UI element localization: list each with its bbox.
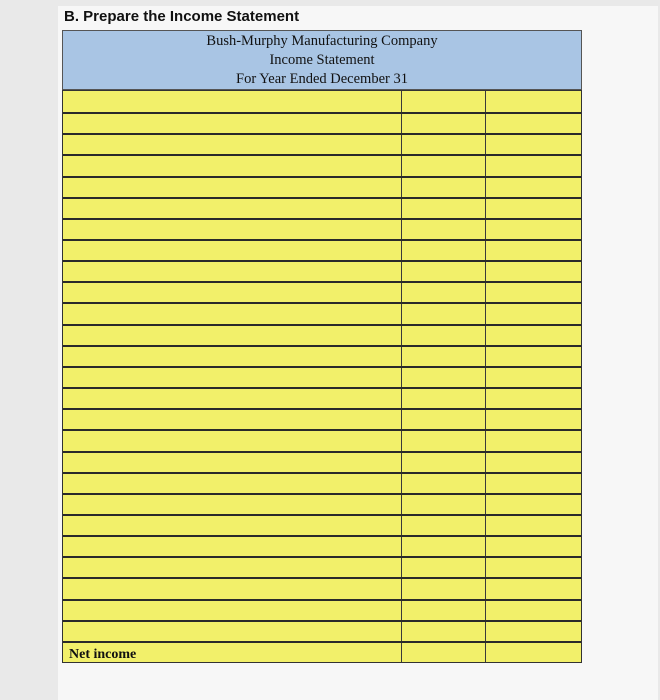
table-row <box>63 387 581 408</box>
section-title: B. Prepare the Income Statement <box>64 8 300 25</box>
amount-cell[interactable] <box>401 622 485 641</box>
income-statement-grid <box>62 90 582 663</box>
amount-cell[interactable] <box>401 579 485 598</box>
description-cell[interactable] <box>63 368 401 387</box>
amount-cell[interactable] <box>401 178 485 197</box>
total-cell[interactable] <box>485 241 581 260</box>
amount-cell[interactable] <box>401 156 485 175</box>
company-name: Bush-Murphy Manufacturing Company <box>206 33 438 49</box>
total-cell[interactable] <box>485 389 581 408</box>
total-cell[interactable] <box>485 558 581 577</box>
total-cell[interactable] <box>485 643 581 662</box>
description-cell[interactable] <box>63 453 401 472</box>
total-cell[interactable] <box>485 495 581 514</box>
total-cell[interactable] <box>485 91 581 112</box>
amount-cell[interactable] <box>401 643 485 662</box>
description-cell[interactable] <box>63 326 401 345</box>
amount-cell[interactable] <box>401 516 485 535</box>
table-row <box>63 556 581 577</box>
description-cell[interactable] <box>63 283 401 302</box>
table-row <box>63 366 581 387</box>
amount-cell[interactable] <box>401 135 485 154</box>
description-cell[interactable] <box>63 199 401 218</box>
description-cell[interactable] <box>63 516 401 535</box>
table-row <box>63 620 581 641</box>
total-cell[interactable] <box>485 326 581 345</box>
amount-cell[interactable] <box>401 220 485 239</box>
total-cell[interactable] <box>485 410 581 429</box>
amount-cell[interactable] <box>401 453 485 472</box>
amount-cell[interactable] <box>401 199 485 218</box>
total-cell[interactable] <box>485 622 581 641</box>
amount-cell[interactable] <box>401 537 485 556</box>
description-cell[interactable] <box>63 495 401 514</box>
description-cell[interactable] <box>63 622 401 641</box>
table-row <box>63 408 581 429</box>
description-cell[interactable] <box>63 135 401 154</box>
description-cell[interactable] <box>63 579 401 598</box>
amount-cell[interactable] <box>401 389 485 408</box>
description-cell[interactable] <box>63 558 401 577</box>
total-cell[interactable] <box>485 431 581 450</box>
net-income-label: Net income <box>69 646 137 662</box>
total-cell[interactable] <box>485 516 581 535</box>
description-cell[interactable] <box>63 114 401 133</box>
total-cell[interactable] <box>485 474 581 493</box>
table-row <box>63 176 581 197</box>
description-cell[interactable] <box>63 643 401 662</box>
total-cell[interactable] <box>485 156 581 175</box>
table-row <box>63 281 581 302</box>
total-cell[interactable] <box>485 283 581 302</box>
total-cell[interactable] <box>485 178 581 197</box>
description-cell[interactable] <box>63 262 401 281</box>
amount-cell[interactable] <box>401 368 485 387</box>
description-cell[interactable] <box>63 241 401 260</box>
amount-cell[interactable] <box>401 495 485 514</box>
description-cell[interactable] <box>63 178 401 197</box>
amount-cell[interactable] <box>401 347 485 366</box>
amount-cell[interactable] <box>401 601 485 620</box>
table-row <box>63 260 581 281</box>
amount-cell[interactable] <box>401 431 485 450</box>
table-row <box>63 599 581 620</box>
table-row <box>63 112 581 133</box>
total-cell[interactable] <box>485 135 581 154</box>
amount-cell[interactable] <box>401 474 485 493</box>
description-cell[interactable] <box>63 347 401 366</box>
description-cell[interactable] <box>63 474 401 493</box>
total-cell[interactable] <box>485 220 581 239</box>
statement-header <box>62 30 582 90</box>
table-row <box>63 91 581 112</box>
statement-title: Income Statement <box>269 52 375 68</box>
amount-cell[interactable] <box>401 91 485 112</box>
description-cell[interactable] <box>63 537 401 556</box>
statement-period: For Year Ended December 31 <box>236 71 408 87</box>
table-row <box>63 514 581 535</box>
total-cell[interactable] <box>485 453 581 472</box>
total-cell[interactable] <box>485 537 581 556</box>
table-row <box>63 239 581 260</box>
table-row <box>63 218 581 239</box>
table-row <box>63 154 581 175</box>
description-cell[interactable] <box>63 431 401 450</box>
description-cell[interactable] <box>63 220 401 239</box>
table-row <box>63 577 581 598</box>
description-cell[interactable] <box>63 410 401 429</box>
total-cell[interactable] <box>485 114 581 133</box>
description-cell[interactable] <box>63 304 401 323</box>
description-cell[interactable] <box>63 156 401 175</box>
table-row <box>63 451 581 472</box>
total-cell[interactable] <box>485 199 581 218</box>
total-cell[interactable] <box>485 579 581 598</box>
table-row <box>63 345 581 366</box>
amount-cell[interactable] <box>401 241 485 260</box>
table-row <box>63 429 581 450</box>
amount-cell[interactable] <box>401 410 485 429</box>
description-cell[interactable] <box>63 601 401 620</box>
total-cell[interactable] <box>485 347 581 366</box>
table-row <box>63 133 581 154</box>
table-row <box>63 302 581 323</box>
description-cell[interactable] <box>63 91 401 112</box>
table-row <box>63 324 581 345</box>
description-cell[interactable] <box>63 389 401 408</box>
net-income-row <box>63 641 581 662</box>
total-cell[interactable] <box>485 262 581 281</box>
table-row <box>63 535 581 556</box>
total-cell[interactable] <box>485 601 581 620</box>
amount-cell[interactable] <box>401 114 485 133</box>
table-row <box>63 197 581 218</box>
amount-cell[interactable] <box>401 283 485 302</box>
table-row <box>63 493 581 514</box>
amount-cell[interactable] <box>401 262 485 281</box>
amount-cell[interactable] <box>401 326 485 345</box>
amount-cell[interactable] <box>401 304 485 323</box>
table-row <box>63 472 581 493</box>
total-cell[interactable] <box>485 304 581 323</box>
amount-cell[interactable] <box>401 558 485 577</box>
total-cell[interactable] <box>485 368 581 387</box>
